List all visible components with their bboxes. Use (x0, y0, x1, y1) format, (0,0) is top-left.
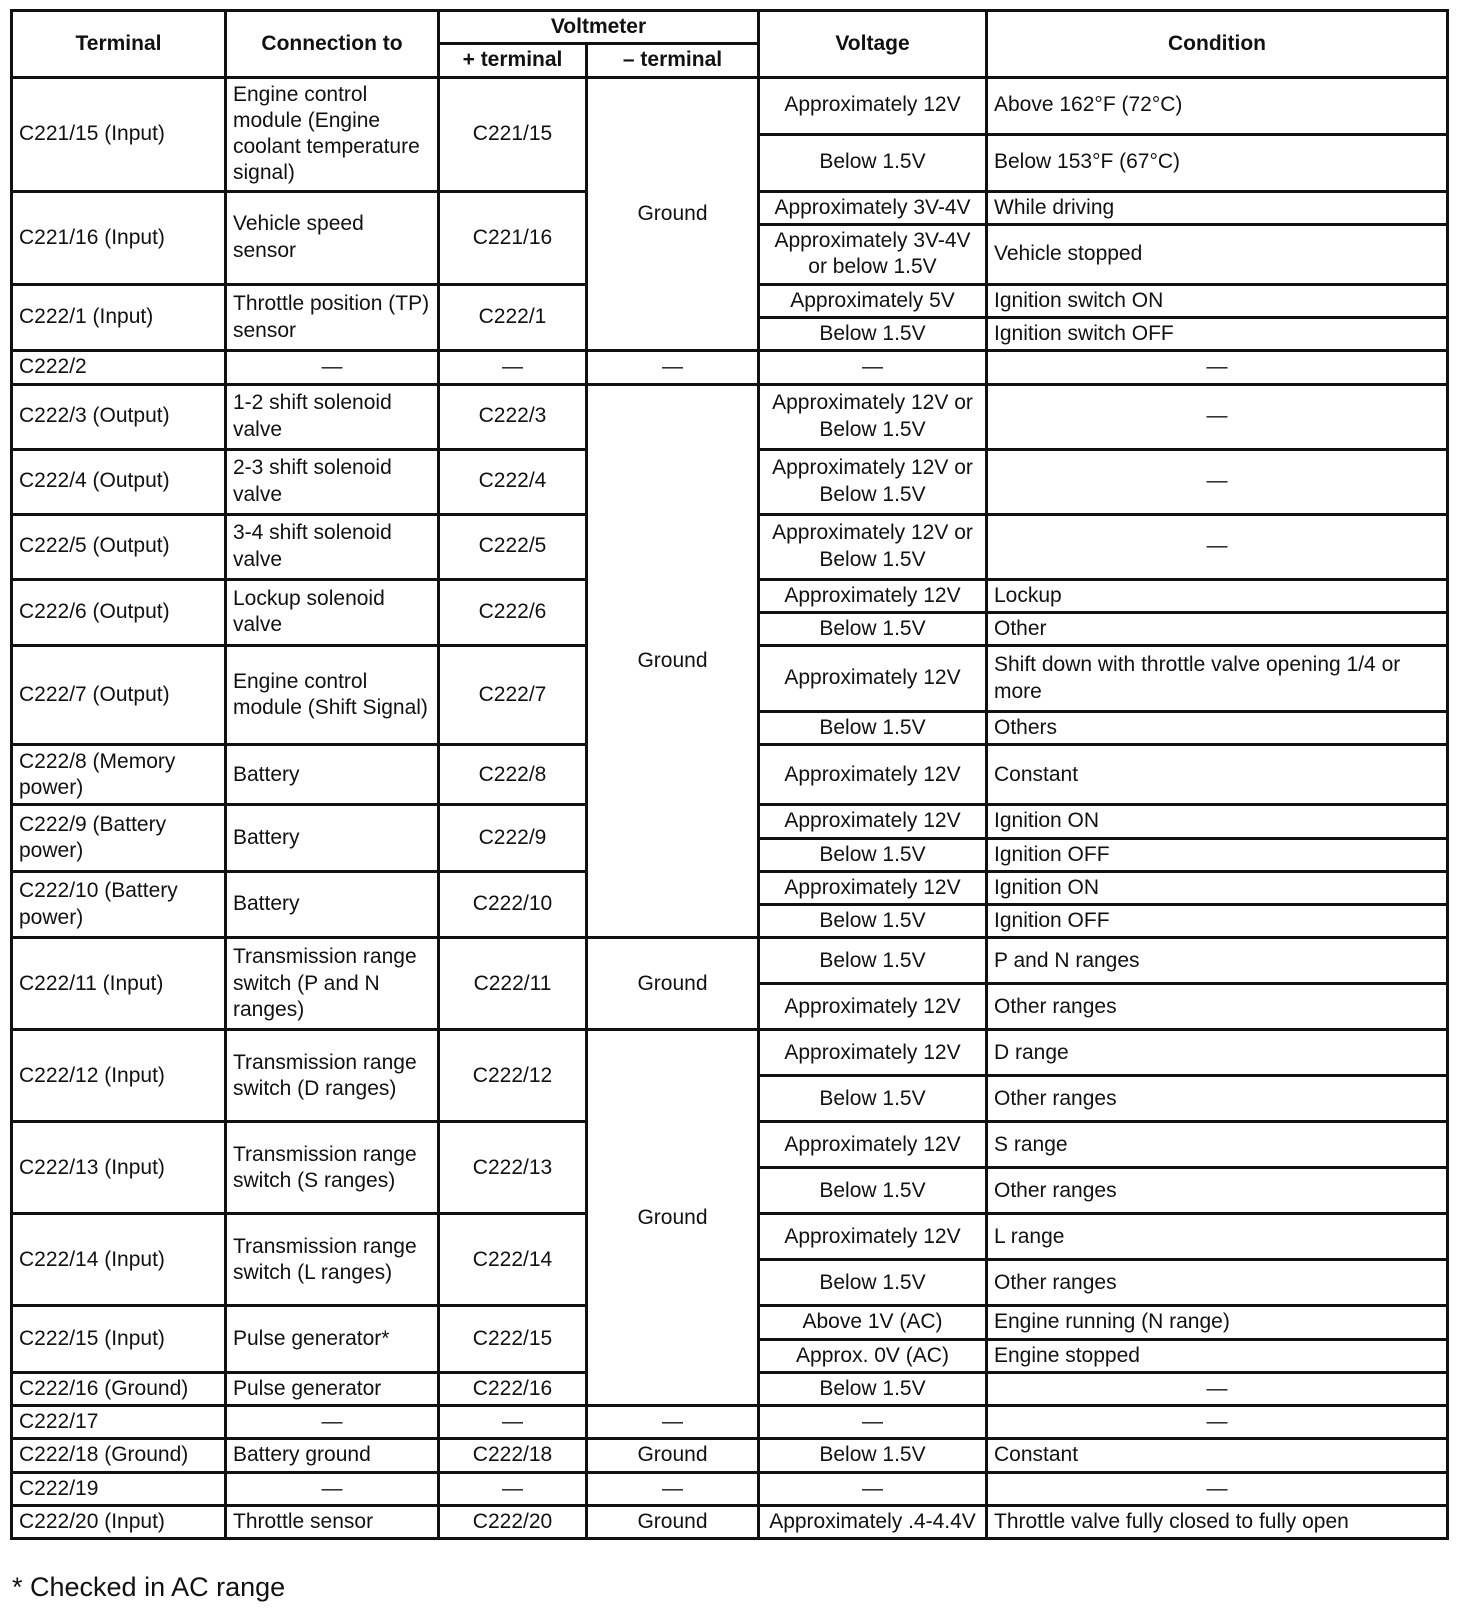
table-row (12, 938, 1448, 984)
plus-terminal-cell: C221/15 (439, 77, 587, 191)
terminal-voltage-table (10, 9, 1449, 1540)
condition-cell: Other ranges (987, 1076, 1448, 1122)
condition-cell: Other ranges (987, 1168, 1448, 1214)
plus-terminal-cell: C222/15 (439, 1306, 587, 1373)
connection-cell: Engine control module (Shift Signal) (226, 646, 439, 745)
connection-cell: Battery ground (226, 1439, 439, 1472)
plus-terminal-cell: — (439, 351, 587, 384)
plus-terminal-cell: C222/16 (439, 1372, 587, 1405)
plus-terminal-cell: C222/5 (439, 514, 587, 579)
plus-terminal-cell: C222/9 (439, 805, 587, 872)
plus-terminal-cell: C222/10 (439, 871, 587, 938)
terminal-cell: C222/7 (Output) (12, 646, 226, 745)
terminal-cell: C222/8 (Memory power) (12, 745, 226, 805)
plus-terminal-cell: — (439, 1406, 587, 1439)
table-row (12, 1472, 1448, 1505)
condition-cell: — (987, 1472, 1448, 1505)
voltage-cell: Below 1.5V (759, 905, 987, 938)
connection-cell: Transmission range switch (L ranges) (226, 1214, 439, 1306)
terminal-cell: C221/16 (Input) (12, 191, 226, 284)
minus-terminal-cell: Ground (587, 1030, 759, 1406)
plus-terminal-cell: C222/18 (439, 1439, 587, 1472)
condition-cell: Ignition ON (987, 871, 1448, 904)
terminal-cell: C222/18 (Ground) (12, 1439, 226, 1472)
minus-terminal-cell: — (587, 1406, 759, 1439)
header-voltmeter: Voltmeter (439, 11, 759, 44)
voltage-cell: Below 1.5V (759, 1372, 987, 1405)
connection-cell: Transmission range switch (D ranges) (226, 1030, 439, 1122)
plus-terminal-cell: — (439, 1472, 587, 1505)
voltage-cell: Below 1.5V (759, 318, 987, 351)
plus-terminal-cell: C221/16 (439, 191, 587, 284)
plus-terminal-cell: C222/6 (439, 579, 587, 646)
voltage-cell: — (759, 1472, 987, 1505)
condition-cell: While driving (987, 191, 1448, 224)
table-row (12, 384, 1448, 449)
terminal-cell: C221/15 (Input) (12, 77, 226, 191)
condition-cell: P and N ranges (987, 938, 1448, 984)
plus-terminal-cell: C222/20 (439, 1505, 587, 1538)
connection-cell: 1-2 shift solenoid valve (226, 384, 439, 449)
condition-cell: Above 162°F (72°C) (987, 77, 1448, 134)
voltage-cell: Approximately 12V (759, 1030, 987, 1076)
voltage-cell: — (759, 1406, 987, 1439)
condition-cell: Ignition OFF (987, 838, 1448, 871)
connection-cell: — (226, 351, 439, 384)
terminal-cell: C222/3 (Output) (12, 384, 226, 449)
minus-terminal-cell: Ground (587, 1439, 759, 1472)
table-row (12, 77, 1448, 134)
condition-cell: Lockup (987, 579, 1448, 612)
connection-cell: Battery (226, 871, 439, 938)
minus-terminal-cell: Ground (587, 938, 759, 1030)
voltage-cell: Approximately 5V (759, 284, 987, 317)
voltage-cell: Approximately 12V (759, 579, 987, 612)
connection-cell: — (226, 1406, 439, 1439)
condition-cell: Constant (987, 1439, 1448, 1472)
condition-cell: — (987, 514, 1448, 579)
table-row (12, 1030, 1448, 1076)
table-row (12, 1439, 1448, 1472)
connection-cell: 3-4 shift solenoid valve (226, 514, 439, 579)
condition-cell: Shift down with throttle valve opening 1/4 or more (987, 646, 1448, 712)
voltage-cell: Below 1.5V (759, 938, 987, 984)
connection-cell: Battery (226, 805, 439, 872)
minus-terminal-cell: Ground (587, 384, 759, 938)
condition-cell: L range (987, 1214, 1448, 1260)
voltage-cell: Approximately 12V or Below 1.5V (759, 384, 987, 449)
voltage-cell: Approximately 12V or Below 1.5V (759, 449, 987, 514)
condition-cell: Below 153°F (67°C) (987, 134, 1448, 191)
plus-terminal-cell: C222/1 (439, 284, 587, 351)
voltage-cell: Approximately 12V or Below 1.5V (759, 514, 987, 579)
condition-cell: — (987, 384, 1448, 449)
condition-cell: Ignition switch OFF (987, 318, 1448, 351)
plus-terminal-cell: C222/7 (439, 646, 587, 745)
plus-terminal-cell: C222/4 (439, 449, 587, 514)
connection-cell: Battery (226, 745, 439, 805)
terminal-cell: C222/20 (Input) (12, 1505, 226, 1538)
voltage-cell: Below 1.5V (759, 1076, 987, 1122)
voltage-cell: Approximately 12V (759, 1214, 987, 1260)
voltage-cell: Approximately 12V (759, 1122, 987, 1168)
voltage-cell: Approximately 12V (759, 646, 987, 712)
header-minus-terminal: – terminal (587, 44, 759, 77)
terminal-cell: C222/4 (Output) (12, 449, 226, 514)
connection-cell: Engine control module (Engine coolant temperature signal) (226, 77, 439, 191)
minus-terminal-cell: — (587, 1472, 759, 1505)
terminal-cell: C222/11 (Input) (12, 938, 226, 1030)
condition-cell: Others (987, 712, 1448, 745)
condition-cell: — (987, 1406, 1448, 1439)
header-terminal: Terminal (12, 11, 226, 78)
terminal-cell: C222/6 (Output) (12, 579, 226, 646)
voltage-cell: Approximately 12V (759, 871, 987, 904)
terminal-cell: C222/16 (Ground) (12, 1372, 226, 1405)
connection-cell: Pulse generator* (226, 1306, 439, 1373)
table-row (12, 351, 1448, 384)
terminal-cell: C222/9 (Battery power) (12, 805, 226, 872)
voltage-cell: — (759, 351, 987, 384)
condition-cell: Throttle valve fully closed to fully open (987, 1505, 1448, 1538)
voltage-cell: Below 1.5V (759, 134, 987, 191)
voltage-cell: Below 1.5V (759, 1168, 987, 1214)
condition-cell: Ignition OFF (987, 905, 1448, 938)
voltage-cell: Approximately 3V-4V (759, 191, 987, 224)
condition-cell: Vehicle stopped (987, 224, 1448, 284)
connection-cell: Transmission range switch (S ranges) (226, 1122, 439, 1214)
voltage-cell: Above 1V (AC) (759, 1306, 987, 1339)
condition-cell: S range (987, 1122, 1448, 1168)
condition-cell: — (987, 1372, 1448, 1405)
connection-cell: Pulse generator (226, 1372, 439, 1405)
connection-cell: Throttle sensor (226, 1505, 439, 1538)
condition-cell: Constant (987, 745, 1448, 805)
terminal-cell: C222/12 (Input) (12, 1030, 226, 1122)
condition-cell: Engine running (N range) (987, 1306, 1448, 1339)
connection-cell: — (226, 1472, 439, 1505)
connection-cell: Throttle position (TP) sensor (226, 284, 439, 351)
terminal-cell: C222/2 (12, 351, 226, 384)
condition-cell: Other ranges (987, 1260, 1448, 1306)
terminal-cell: C222/10 (Battery power) (12, 871, 226, 938)
terminal-cell: C222/1 (Input) (12, 284, 226, 351)
voltage-cell: Approximately 3V-4V or below 1.5V (759, 224, 987, 284)
plus-terminal-cell: C222/8 (439, 745, 587, 805)
minus-terminal-cell: Ground (587, 77, 759, 351)
connection-cell: 2-3 shift solenoid valve (226, 449, 439, 514)
voltage-cell: Approximately 12V (759, 77, 987, 134)
condition-cell: — (987, 351, 1448, 384)
plus-terminal-cell: C222/11 (439, 938, 587, 1030)
minus-terminal-cell: Ground (587, 1505, 759, 1538)
voltage-cell: Approximately .4-4.4V (759, 1505, 987, 1538)
condition-cell: Ignition ON (987, 805, 1448, 838)
table-row (12, 1406, 1448, 1439)
condition-cell: Other (987, 612, 1448, 645)
voltage-cell: Below 1.5V (759, 612, 987, 645)
table-row (12, 1505, 1448, 1538)
voltage-cell: Below 1.5V (759, 1439, 987, 1472)
condition-cell: Engine stopped (987, 1339, 1448, 1372)
voltage-cell: Approximately 12V (759, 805, 987, 838)
condition-cell: Other ranges (987, 984, 1448, 1030)
condition-cell: D range (987, 1030, 1448, 1076)
header-plus-terminal: + terminal (439, 44, 587, 77)
terminal-cell: C222/13 (Input) (12, 1122, 226, 1214)
voltage-cell: Approximately 12V (759, 984, 987, 1030)
header-connection: Connection to (226, 11, 439, 78)
terminal-cell: C222/14 (Input) (12, 1214, 226, 1306)
connection-cell: Lockup solenoid valve (226, 579, 439, 646)
terminal-cell: C222/17 (12, 1406, 226, 1439)
voltage-cell: Below 1.5V (759, 1260, 987, 1306)
condition-cell: — (987, 449, 1448, 514)
voltage-cell: Approximately 12V (759, 745, 987, 805)
plus-terminal-cell: C222/13 (439, 1122, 587, 1214)
condition-cell: Ignition switch ON (987, 284, 1448, 317)
header-voltage: Voltage (759, 11, 987, 78)
header-condition: Condition (987, 11, 1448, 78)
terminal-cell: C222/15 (Input) (12, 1306, 226, 1373)
minus-terminal-cell: — (587, 351, 759, 384)
connection-cell: Transmission range switch (P and N ranges) (226, 938, 439, 1030)
plus-terminal-cell: C222/12 (439, 1030, 587, 1122)
terminal-cell: C222/19 (12, 1472, 226, 1505)
plus-terminal-cell: C222/14 (439, 1214, 587, 1306)
voltage-cell: Below 1.5V (759, 712, 987, 745)
plus-terminal-cell: C222/3 (439, 384, 587, 449)
connection-cell: Vehicle speed sensor (226, 191, 439, 284)
terminal-cell: C222/5 (Output) (12, 514, 226, 579)
voltage-cell: Approx. 0V (AC) (759, 1339, 987, 1372)
footnote: * Checked in AC range (12, 1572, 286, 1602)
voltage-cell: Below 1.5V (759, 838, 987, 871)
